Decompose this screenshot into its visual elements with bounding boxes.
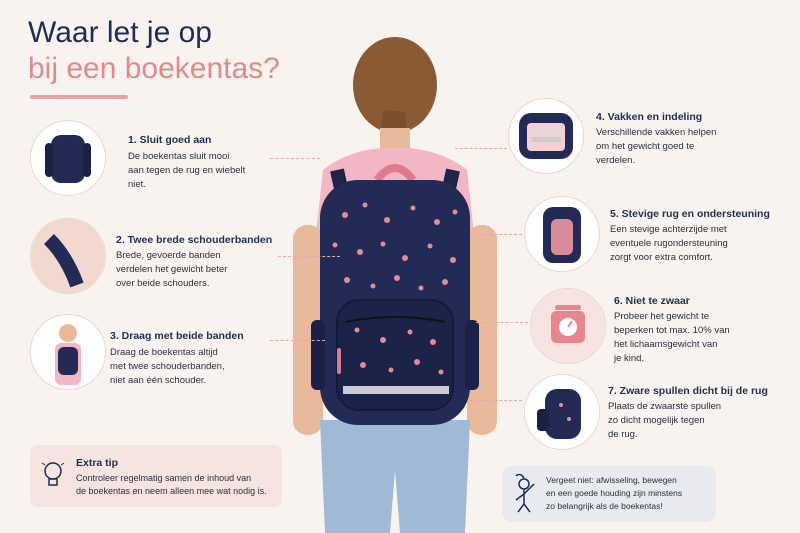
item-2-text: Brede, gevoerde banden verdelen het gewicht beter over beide schouders. bbox=[116, 250, 228, 289]
item-6-title: 6. Niet te zwaar bbox=[614, 295, 690, 307]
connector-5 bbox=[470, 234, 522, 235]
connector-7 bbox=[470, 400, 522, 401]
side-backpack-icon bbox=[524, 374, 600, 450]
item-2-title: 2. Twee brede schouderbanden bbox=[116, 234, 273, 246]
item-4-text: Verschillende vakken helpen om het gewicht goed te verdelen. bbox=[596, 127, 717, 166]
reflective-strip bbox=[343, 386, 449, 394]
item-7-title: 7. Zware spullen dicht bij de rug bbox=[608, 385, 768, 397]
title-underline bbox=[30, 95, 128, 99]
item-5-title: 5. Stevige rug en ondersteuning bbox=[610, 208, 770, 220]
note-text: Vergeet niet: afwisseling, bewegen en een goede houding zijn minstens zo belangrijk als de boekentas! bbox=[546, 475, 683, 511]
backpack-icon bbox=[30, 120, 106, 196]
back-support-icon bbox=[524, 196, 600, 272]
tip-title: Extra tip bbox=[76, 457, 119, 469]
item-5-text: Een stevige achterzijde met eventuele rugondersteuning zorgt voor extra comfort. bbox=[610, 224, 728, 263]
item-7-text: Plaats de zwaarste spullen zo dicht mogelijk tegen de rug. bbox=[608, 401, 722, 440]
item-4-title: 4. Vakken en indeling bbox=[596, 111, 703, 123]
extra-tip-box bbox=[30, 445, 282, 507]
shoulder-strap-icon bbox=[30, 218, 106, 294]
jeans bbox=[320, 420, 470, 533]
lightbulb-icon bbox=[40, 459, 66, 491]
item-3-title: 3. Draag met beide banden bbox=[110, 330, 244, 342]
connector-4 bbox=[455, 148, 507, 149]
item-6-text: Probeer het gewicht te beperken tot max. 10% van het lichaamsgewicht van je kind. bbox=[614, 311, 730, 364]
reminder-note-box bbox=[502, 466, 716, 522]
girl-with-backpack-illustration bbox=[265, 30, 525, 533]
connector-6 bbox=[476, 322, 528, 323]
tip-text: Controleer regelmatig samen de inhoud van de boekentas en neem alleen mee wat nodig is. bbox=[76, 473, 267, 496]
compartments-icon bbox=[508, 98, 584, 174]
page-title-line2: bij een boekentas? bbox=[28, 52, 280, 85]
item-1-title: 1. Sluit goed aan bbox=[128, 134, 212, 146]
item-1-text: De boekentas sluit mooi aan tegen de rug en wiebelt niet. bbox=[128, 151, 246, 190]
stretching-person-icon bbox=[510, 474, 542, 514]
scale-icon bbox=[530, 288, 606, 364]
connector-2 bbox=[278, 256, 340, 257]
child-backpack-icon bbox=[30, 314, 106, 390]
item-3-text: Draag de boekentas altijd met twee schouderbanden, niet aan één schouder. bbox=[110, 347, 225, 386]
page-title-line1: Waar let je op bbox=[28, 16, 212, 49]
connector-1 bbox=[270, 158, 320, 159]
connector-3 bbox=[270, 340, 325, 341]
